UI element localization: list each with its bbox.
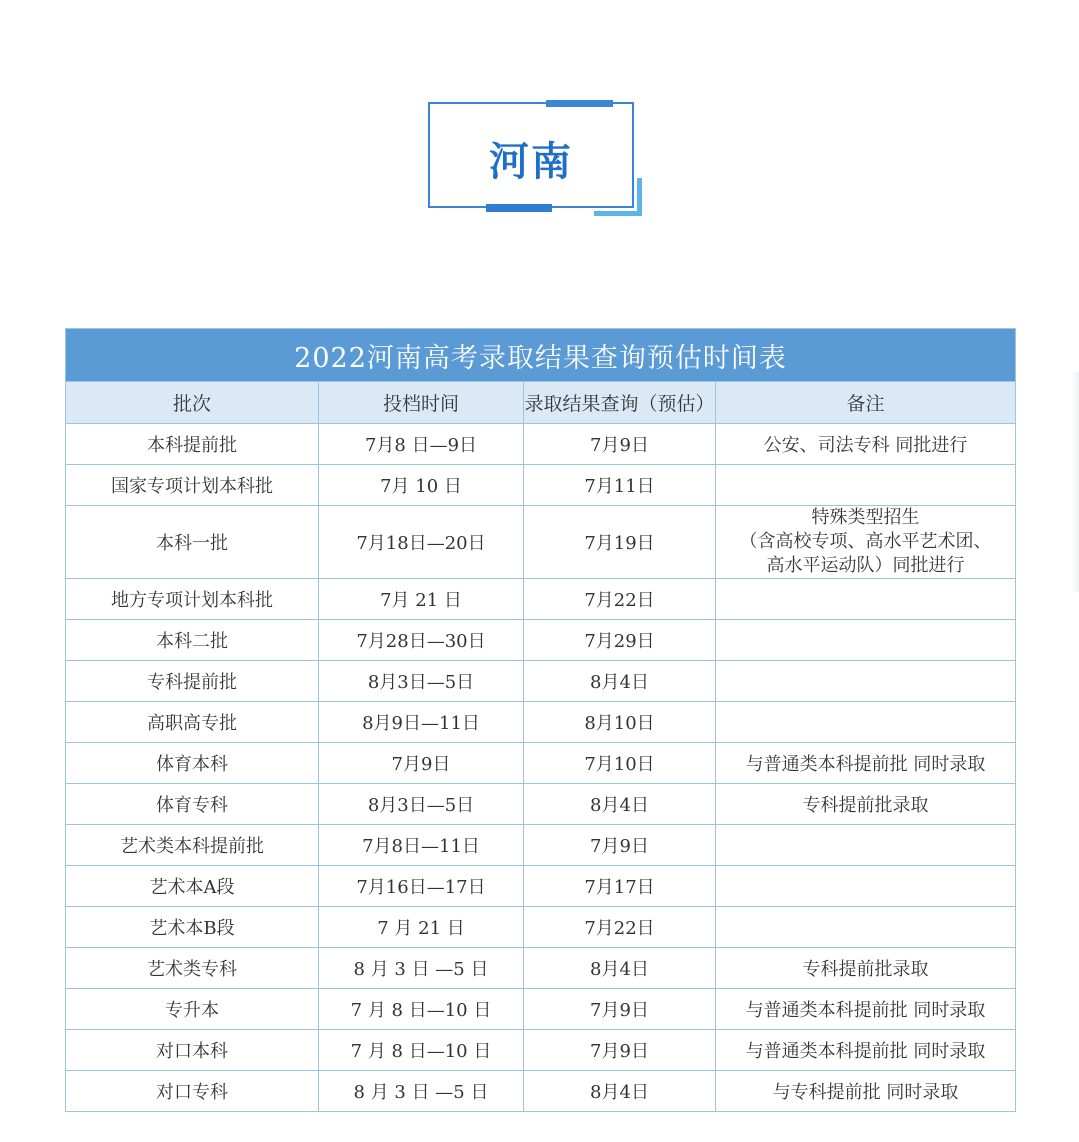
cell-batch: 本科提前批 <box>66 424 319 465</box>
cell-result-date: 8月4日 <box>524 1071 716 1112</box>
cell-result-date: 7月22日 <box>524 907 716 948</box>
cell-note <box>716 825 1016 866</box>
cell-submit-time: 7 月 8 日—10 日 <box>319 1030 524 1071</box>
cell-note: 与普通类本科提前批 同时录取 <box>716 743 1016 784</box>
table-row <box>66 948 1016 989</box>
cell-result-date: 8月10日 <box>524 702 716 743</box>
cell-result-date: 7月9日 <box>524 989 716 1030</box>
cell-note: 专科提前批录取 <box>716 948 1016 989</box>
cell-result-date: 7月9日 <box>524 424 716 465</box>
cell-batch: 体育专科 <box>66 784 319 825</box>
cell-batch: 本科二批 <box>66 620 319 661</box>
cell-submit-time: 8月3日—5日 <box>319 661 524 702</box>
table-row <box>66 1071 1016 1112</box>
cell-batch: 艺术类专科 <box>66 948 319 989</box>
cell-result-date: 7月29日 <box>524 620 716 661</box>
cell-result-date: 7月11日 <box>524 465 716 506</box>
cell-result-date: 8月4日 <box>524 784 716 825</box>
table-row <box>66 424 1016 465</box>
table-caption: 2022河南高考录取结果查询预估时间表 <box>66 329 1016 382</box>
table-row <box>66 702 1016 743</box>
table-row <box>66 661 1016 702</box>
cell-submit-time: 7 月 8 日—10 日 <box>319 989 524 1030</box>
cell-result-date: 7月9日 <box>524 825 716 866</box>
cell-batch: 高职高专批 <box>66 702 319 743</box>
cell-submit-time: 8 月 3 日 —5 日 <box>319 1071 524 1112</box>
table-row <box>66 620 1016 661</box>
cell-submit-time: 7月 10 日 <box>319 465 524 506</box>
cell-result-date: 7月19日 <box>524 506 716 579</box>
cell-result-date: 8月4日 <box>524 661 716 702</box>
cell-note <box>716 661 1016 702</box>
cell-batch: 专科提前批 <box>66 661 319 702</box>
cell-batch: 体育本科 <box>66 743 319 784</box>
cell-note <box>716 620 1016 661</box>
cell-result-date: 7月22日 <box>524 579 716 620</box>
table-header-row <box>66 382 1016 424</box>
cell-note <box>716 579 1016 620</box>
title-badge <box>428 102 634 208</box>
badge-top-bar <box>546 100 613 107</box>
cell-submit-time: 7月8 日—9日 <box>319 424 524 465</box>
cell-batch: 对口本科 <box>66 1030 319 1071</box>
cell-batch: 艺术本B段 <box>66 907 319 948</box>
cell-submit-time: 8月3日—5日 <box>319 784 524 825</box>
cell-note: 与普通类本科提前批 同时录取 <box>716 1030 1016 1071</box>
cell-note: 专科提前批录取 <box>716 784 1016 825</box>
cell-submit-time: 7月28日—30日 <box>319 620 524 661</box>
badge-corner-horizontal <box>594 211 642 216</box>
table-row <box>66 506 1016 579</box>
cell-submit-time: 7月8日—11日 <box>319 825 524 866</box>
cell-note <box>716 866 1016 907</box>
note-line: 高水平运动队）同批进行 <box>766 555 965 576</box>
table-row <box>66 579 1016 620</box>
cell-batch: 本科一批 <box>66 506 319 579</box>
column-header-result-query-text: 录取结果查询（预估） <box>524 393 715 415</box>
cell-note <box>716 907 1016 948</box>
cell-batch: 专升本 <box>66 989 319 1030</box>
cell-submit-time: 7月18日—20日 <box>319 506 524 579</box>
cell-submit-time: 7月9日 <box>319 743 524 784</box>
table-row <box>66 784 1016 825</box>
edge-shadow <box>1071 372 1079 592</box>
cell-submit-time: 7月 21 日 <box>319 579 524 620</box>
table-row <box>66 825 1016 866</box>
cell-note <box>716 702 1016 743</box>
column-header-batch: 批次 <box>66 382 319 424</box>
cell-submit-time: 8月9日—11日 <box>319 702 524 743</box>
cell-submit-time: 8 月 3 日 —5 日 <box>319 948 524 989</box>
cell-batch: 艺术本A段 <box>66 866 319 907</box>
cell-submit-time: 7月16日—17日 <box>319 866 524 907</box>
cell-result-date: 7月17日 <box>524 866 716 907</box>
note-line: （含高校专项、高水平艺术团、 <box>739 531 992 552</box>
column-header-note: 备注 <box>716 382 1016 424</box>
table-row <box>66 866 1016 907</box>
table-row <box>66 989 1016 1030</box>
cell-note <box>716 465 1016 506</box>
cell-note: 与普通类本科提前批 同时录取 <box>716 989 1016 1030</box>
badge-bottom-bar <box>486 204 552 212</box>
cell-batch: 对口专科 <box>66 1071 319 1112</box>
cell-batch: 艺术类本科提前批 <box>66 825 319 866</box>
cell-note: 与专科提前批 同时录取 <box>716 1071 1016 1112</box>
table-row <box>66 465 1016 506</box>
table-row <box>66 1030 1016 1071</box>
cell-result-date: 7月9日 <box>524 1030 716 1071</box>
column-header-submit-time: 投档时间 <box>319 382 524 424</box>
cell-note: 公安、司法专科 同批进行 <box>716 424 1016 465</box>
cell-result-date: 7月10日 <box>524 743 716 784</box>
cell-batch: 地方专项计划本科批 <box>66 579 319 620</box>
column-header-result-query <box>524 382 716 424</box>
note-line: 特殊类型招生 <box>811 507 920 528</box>
cell-result-date: 8月4日 <box>524 948 716 989</box>
table-row <box>66 743 1016 784</box>
page-title: 河南 <box>489 139 573 185</box>
cell-batch: 国家专项计划本科批 <box>66 465 319 506</box>
schedule-table-wrapper <box>65 328 1015 1112</box>
table-row <box>66 907 1016 948</box>
schedule-table <box>65 328 1016 1112</box>
cell-submit-time: 7 月 21 日 <box>319 907 524 948</box>
cell-note <box>716 506 1016 579</box>
